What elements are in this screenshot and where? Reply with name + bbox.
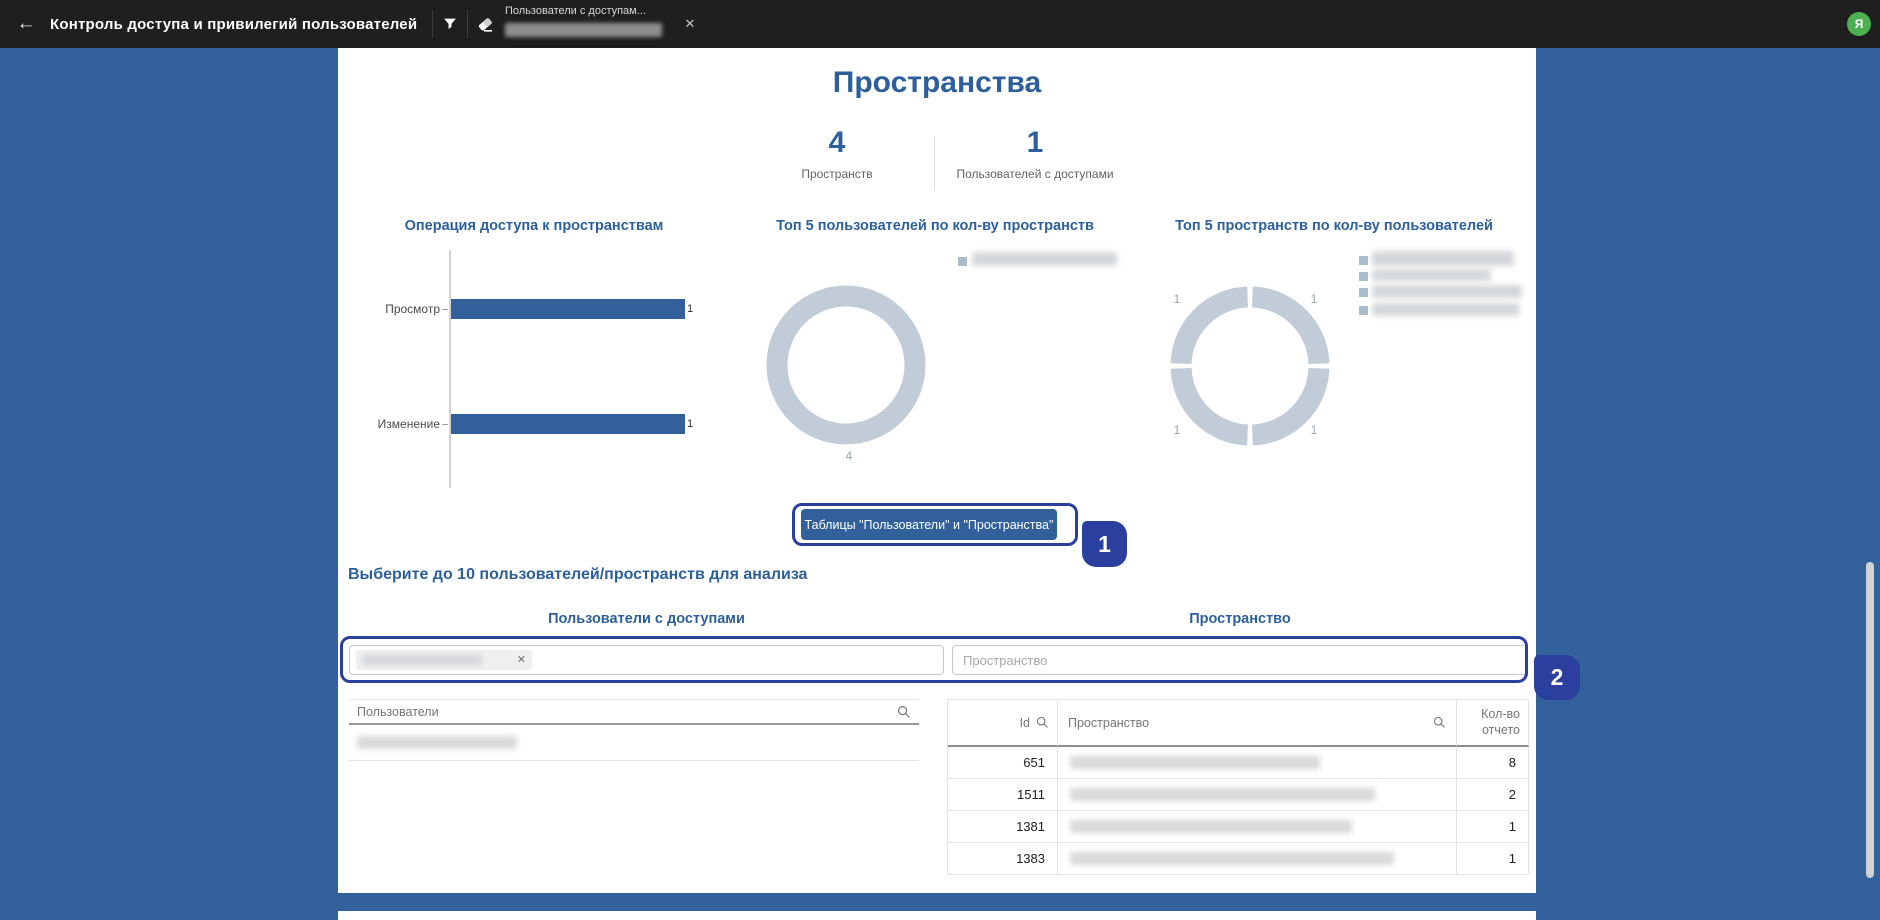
spaces-row-count: 1 <box>1457 811 1529 843</box>
donut-users-value-label: 4 <box>845 449 853 463</box>
spaces-row-count: 8 <box>1457 747 1529 779</box>
users-table-row[interactable] <box>349 725 919 761</box>
stat-spaces-label: Пространств <box>801 167 873 181</box>
chip-remove-icon[interactable]: ✕ <box>516 654 526 666</box>
legend-swatch <box>958 257 967 266</box>
axis-tick <box>442 309 448 310</box>
tables-button[interactable]: Таблицы "Пользователи" и "Пространства" <box>801 509 1057 540</box>
stat-users-value: 1 <box>1026 126 1044 159</box>
legend-swatch <box>1359 288 1368 297</box>
legend-item-redacted <box>972 252 1117 266</box>
spaces-row-count: 1 <box>1457 843 1529 875</box>
space-name-redacted <box>1070 820 1352 833</box>
annotation-2-outline <box>340 636 1528 683</box>
filter-chip[interactable] <box>505 5 668 43</box>
space-filter-label: Пространство <box>1189 611 1291 627</box>
users-table-header <box>349 699 919 725</box>
topbar-divider <box>432 10 433 38</box>
spaces-row-id[interactable]: 651 <box>948 747 1058 779</box>
users-table-header-label: Пользователи <box>357 704 439 719</box>
remove-filter-button[interactable]: ✕ <box>684 16 696 31</box>
donut-slice-label: 1 <box>1310 423 1318 437</box>
topbar <box>0 0 1880 48</box>
space-name-redacted <box>1070 756 1320 769</box>
space-name-redacted <box>1070 852 1394 865</box>
spaces-table-header-count <box>1457 700 1529 747</box>
donut-slice-label: 1 <box>1173 292 1181 306</box>
donut-users-chart[interactable] <box>746 265 946 465</box>
analysis-section-heading: Выберите до 10 пользователей/пространств для анализа <box>348 566 808 583</box>
column-header-label: Id <box>1019 715 1030 730</box>
legend-swatch <box>1359 272 1368 281</box>
eraser-icon <box>475 14 495 34</box>
bar-value-label: 1 <box>687 418 694 430</box>
donut-users-title: Топ 5 пользователей по кол-ву пространств <box>776 218 1094 234</box>
users-filter-label: Пользователи с доступами <box>548 611 745 627</box>
arrow-left-icon: ← <box>16 13 36 34</box>
spaces-table-header-space <box>1058 700 1457 747</box>
spaces-table <box>947 699 1528 875</box>
stat-users-label: Пользователей с доступами <box>956 167 1114 181</box>
axis-tick <box>442 424 448 425</box>
search-icon[interactable] <box>897 705 911 719</box>
bar-category-label: Просмотр <box>385 302 440 316</box>
spaces-table-header-id <box>948 700 1058 747</box>
legend-item-redacted <box>1372 303 1519 316</box>
filter-button[interactable] <box>438 12 462 36</box>
spaces-row-id[interactable]: 1383 <box>948 843 1058 875</box>
funnel-icon <box>441 15 459 33</box>
stat-users <box>925 126 1145 181</box>
vertical-scrollbar-thumb[interactable] <box>1866 562 1874 878</box>
search-icon[interactable] <box>1036 716 1049 729</box>
window-title: Контроль доступа и привилегий пользователей <box>50 15 418 33</box>
legend-item-redacted <box>1372 285 1522 298</box>
user-name-redacted <box>357 736 517 749</box>
donut-slice-label: 1 <box>1310 292 1318 306</box>
legend-item-redacted <box>1372 251 1514 266</box>
search-icon[interactable] <box>1433 716 1446 729</box>
avatar[interactable]: Я <box>1847 12 1871 36</box>
users-table <box>349 699 919 761</box>
back-button[interactable] <box>12 10 40 38</box>
bar-category-label: Изменение <box>377 417 440 431</box>
spaces-row-name[interactable] <box>1058 843 1457 875</box>
stat-spaces <box>727 126 947 181</box>
bar-izmenenie[interactable] <box>451 414 685 434</box>
spaces-row-name[interactable] <box>1058 811 1457 843</box>
spaces-row-name[interactable] <box>1058 779 1457 811</box>
donut-spaces-title: Топ 5 пространств по кол-ву пользователей <box>1175 218 1493 234</box>
column-header-label: Кол-во отчето <box>1481 706 1520 737</box>
spaces-row-name[interactable] <box>1058 747 1457 779</box>
legend-swatch <box>1359 256 1368 265</box>
space-name-redacted <box>1070 788 1375 801</box>
spaces-row-count: 2 <box>1457 779 1529 811</box>
topbar-divider <box>467 10 468 38</box>
annotation-1-badge: 1 <box>1082 521 1127 567</box>
legend-item-redacted <box>1372 269 1491 281</box>
annotation-1-outline <box>792 503 1078 546</box>
legend-swatch <box>1359 306 1368 315</box>
bar-value-label: 1 <box>687 303 694 315</box>
annotation-2-badge: 2 <box>1534 655 1580 700</box>
next-report-panel <box>338 911 1536 920</box>
bar-prosmotr[interactable] <box>451 299 685 319</box>
clear-filters-button[interactable] <box>473 12 497 36</box>
page-title: Пространства <box>832 66 1042 99</box>
filter-chip-label: Пользователи с доступам... <box>505 5 646 17</box>
stat-spaces-value: 4 <box>828 126 846 159</box>
spaces-row-id[interactable]: 1381 <box>948 811 1058 843</box>
filter-chip-value-redacted <box>505 23 662 37</box>
column-header-label: Пространство <box>1068 715 1150 730</box>
bar-chart-title: Операция доступа к пространствам <box>404 218 664 234</box>
donut-slice-label: 1 <box>1173 423 1181 437</box>
bar-chart-axis <box>449 250 451 488</box>
spaces-row-id[interactable]: 1511 <box>948 779 1058 811</box>
